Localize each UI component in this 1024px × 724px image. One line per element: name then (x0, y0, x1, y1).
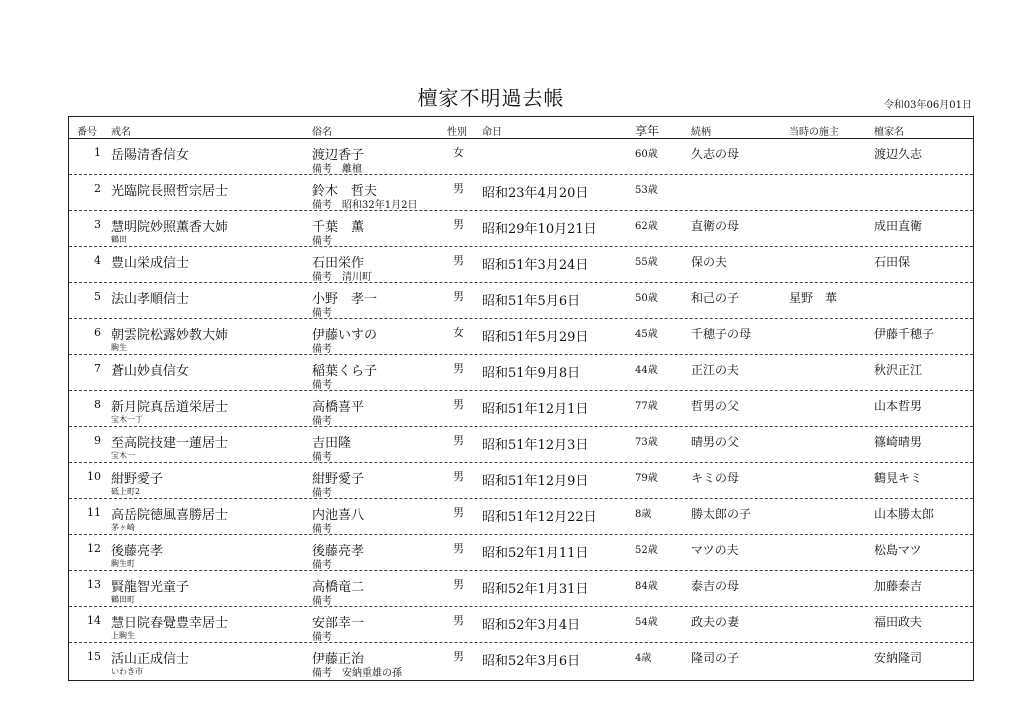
row-number: 10 (87, 470, 101, 483)
table-row (69, 283, 973, 319)
age: 45歳 (635, 329, 658, 340)
kaimyo-location: 砥上町2 (111, 487, 141, 496)
header-num: 番号 (77, 127, 97, 138)
row-number: 6 (94, 326, 101, 339)
sex: 男 (453, 470, 464, 483)
biko-note: 備考 安納重雄の孫 (312, 668, 402, 679)
meinichi: 昭和52年3月6日 (482, 654, 581, 669)
danka-name: 成田直衛 (874, 219, 923, 233)
kaimyo: 蒼山妙貞信女 (111, 364, 190, 379)
relation: マツの夫 (691, 543, 739, 557)
danka-name: 加藤泰吉 (874, 579, 923, 593)
danka-name: 安納隆司 (874, 651, 923, 665)
relation: 晴男の父 (691, 435, 740, 449)
registry-table (68, 116, 974, 681)
zokumyo: 鈴木 哲夫 (312, 184, 378, 199)
zokumyo: 高橋喜平 (312, 400, 365, 415)
biko-note: 備考 (312, 560, 332, 571)
row-number: 13 (87, 578, 101, 591)
header-age: 享年 (635, 124, 660, 138)
header-sex: 性別 (447, 127, 467, 138)
table-row (69, 463, 973, 499)
sex: 男 (453, 434, 464, 447)
kaimyo: 紺野愛子 (111, 472, 164, 487)
table-row (69, 535, 973, 571)
zokumyo: 石田栄作 (312, 256, 365, 271)
danka-name: 篠崎晴男 (874, 435, 923, 449)
zokumyo: 内池喜八 (312, 508, 365, 523)
sex: 男 (453, 218, 464, 231)
danka-name: 松島マツ (874, 543, 922, 557)
sex: 男 (453, 614, 464, 627)
row-number: 1 (94, 146, 101, 159)
table-row (69, 355, 973, 391)
kaimyo: 至高院技建一蓮居士 (111, 436, 229, 451)
biko-note: 備考 (312, 344, 332, 355)
kaimyo-location: 駒生 (111, 343, 127, 352)
row-number: 2 (94, 182, 101, 195)
table-row (69, 427, 973, 463)
row-number: 15 (87, 650, 101, 663)
meinichi: 昭和52年3月4日 (482, 618, 581, 633)
meinichi: 昭和51年5月6日 (482, 294, 581, 309)
biko-note: 備考 (312, 236, 332, 247)
danka-name: 鶴見キミ (874, 471, 923, 485)
relation: 哲男の父 (691, 399, 740, 413)
kaimyo: 豊山栄成信士 (111, 256, 190, 271)
header-zokumyo: 俗名 (312, 127, 332, 138)
table-row (69, 607, 973, 643)
kaimyo: 後藤亮孝 (111, 544, 164, 559)
meinichi: 昭和51年9月8日 (482, 366, 581, 381)
document-title: 檀家不明過去帳 (417, 86, 565, 110)
zokumyo: 紺野愛子 (312, 472, 365, 487)
zokumyo: 吉田隆 (312, 436, 352, 451)
meinichi: 昭和51年5月29日 (482, 330, 589, 345)
sex: 男 (453, 290, 464, 303)
sex: 女 (453, 146, 464, 159)
zokumyo: 後藤亮孝 (312, 544, 365, 559)
kaimyo: 新月院真岳道栄居士 (111, 400, 229, 415)
relation: 直衛の母 (691, 219, 740, 233)
danka-name: 山本勝太郎 (874, 507, 935, 521)
kaimyo: 高岳院徳風喜勝居士 (111, 508, 229, 523)
age: 44歳 (635, 365, 658, 376)
biko-note: 備考 離檀 (312, 164, 362, 175)
row-number: 11 (87, 506, 101, 519)
danka-name: 渡辺久志 (874, 147, 923, 161)
sex: 男 (453, 506, 464, 519)
kaimyo: 光臨院長照哲宗居士 (111, 184, 229, 199)
sex: 男 (453, 578, 464, 591)
danka-name: 石田保 (874, 255, 911, 269)
row-number: 4 (94, 254, 101, 267)
meinichi: 昭和29年10月21日 (482, 222, 597, 237)
meinichi: 昭和51年12月22日 (482, 510, 597, 525)
kaimyo: 慧明院妙照薫香大姉 (111, 220, 229, 235)
relation: 泰吉の母 (691, 579, 740, 593)
header-meinichi: 命日 (482, 127, 502, 138)
age: 8歳 (635, 509, 652, 520)
kaimyo-location: 上駒生 (111, 631, 135, 640)
seshu: 星野 華 (789, 291, 838, 305)
zokumyo: 安部幸一 (312, 616, 365, 631)
sex: 女 (453, 326, 464, 339)
age: 84歳 (635, 581, 658, 592)
relation: 勝太郎の子 (691, 507, 752, 521)
age: 79歳 (635, 473, 658, 484)
table-row (69, 571, 973, 607)
danka-name: 福田政夫 (874, 615, 923, 629)
zokumyo: 伊藤正治 (312, 652, 365, 667)
relation: 保の夫 (691, 255, 728, 269)
biko-note: 備考 (312, 596, 332, 607)
sex: 男 (453, 254, 464, 267)
zokumyo: 千葉 薫 (312, 220, 365, 235)
kaimyo: 賢龍智光童子 (111, 580, 190, 595)
biko-note: 備考 清川町 (312, 272, 372, 283)
meinichi: 昭和23年4月20日 (482, 186, 589, 201)
kaimyo-location: 鶴田 (111, 235, 127, 244)
kaimyo: 慧日院春覺豊幸居士 (111, 616, 229, 631)
table-row (69, 247, 973, 283)
kaimyo: 法山孝順信士 (111, 292, 190, 307)
header-relation: 続柄 (691, 127, 711, 138)
age: 60歳 (635, 149, 658, 160)
age: 52歳 (635, 545, 658, 556)
relation: 隆司の子 (691, 651, 740, 665)
kaimyo: 活山正成信士 (111, 652, 190, 667)
header-kaimyo: 戒名 (111, 127, 131, 138)
zokumyo: 小野 孝一 (312, 292, 378, 307)
row-number: 8 (94, 398, 101, 411)
row-number: 7 (94, 362, 101, 375)
sex: 男 (453, 398, 464, 411)
relation: 政夫の妻 (691, 615, 740, 629)
danka-name: 秋沢正江 (874, 363, 923, 377)
age: 55歳 (635, 257, 658, 268)
sex: 男 (453, 542, 464, 555)
age: 50歳 (635, 293, 658, 304)
sex: 男 (453, 182, 464, 195)
biko-note: 備考 (312, 524, 332, 535)
zokumyo: 渡辺香子 (312, 148, 365, 163)
age: 53歳 (635, 185, 658, 196)
zokumyo: 伊藤いすの (312, 328, 378, 343)
biko-note: 備考 (312, 632, 332, 643)
relation: 正江の夫 (691, 363, 740, 377)
kaimyo-location: いわき市 (111, 667, 143, 676)
biko-note: 備考 (312, 488, 332, 499)
biko-note: 備考 (312, 308, 332, 319)
meinichi: 昭和51年12月9日 (482, 474, 589, 489)
table-header (69, 117, 973, 139)
table-row (69, 499, 973, 535)
age: 77歳 (635, 401, 658, 412)
age: 73歳 (635, 437, 658, 448)
meinichi: 昭和52年1月11日 (482, 546, 589, 561)
zokumyo: 高橋竜二 (312, 580, 365, 595)
relation: 久志の母 (691, 147, 740, 161)
biko-note: 備考 (312, 380, 332, 391)
meinichi: 昭和51年12月1日 (482, 402, 589, 417)
age: 54歳 (635, 617, 658, 628)
row-number: 3 (94, 218, 101, 231)
relation: 千穂子の母 (691, 327, 752, 341)
biko-note: 備考 (312, 416, 332, 427)
header-seshu: 当時の施主 (789, 127, 839, 138)
table-row (69, 319, 973, 355)
table-row (69, 391, 973, 427)
row-number: 14 (87, 614, 101, 627)
row-number: 12 (87, 542, 101, 555)
kaimyo: 朝雲院松露妙教大姉 (111, 328, 229, 343)
relation: キミの母 (691, 471, 740, 485)
document-date: 令和03年06月01日 (883, 100, 972, 111)
age: 62歳 (635, 221, 658, 232)
row-number: 5 (94, 290, 101, 303)
kaimyo-location: 宝木一 (111, 451, 135, 460)
header-danka: 檀家名 (874, 127, 904, 138)
table-row (69, 139, 973, 175)
relation: 和己の子 (691, 291, 740, 305)
meinichi: 昭和51年12月3日 (482, 438, 589, 453)
kaimyo-location: 茅ヶ崎 (111, 523, 135, 532)
meinichi: 昭和52年1月31日 (482, 582, 589, 597)
biko-note: 備考 昭和32年1月2日 (312, 200, 418, 211)
sex: 男 (453, 650, 464, 663)
kaimyo-location: 宝木一丁 (111, 415, 143, 424)
danka-name: 山本哲男 (874, 399, 923, 413)
table-row (69, 211, 973, 247)
zokumyo: 稲葉くら子 (312, 364, 378, 379)
sex: 男 (453, 362, 464, 375)
danka-name: 伊藤千穂子 (874, 327, 935, 341)
table-row (69, 175, 973, 211)
kaimyo-location: 鶴田町 (111, 595, 135, 604)
kaimyo-location: 駒生町 (111, 559, 135, 568)
meinichi: 昭和51年3月24日 (482, 258, 589, 273)
kaimyo: 岳陽清香信女 (111, 148, 190, 163)
biko-note: 備考 (312, 452, 332, 463)
age: 4歳 (635, 653, 652, 664)
table-row (69, 643, 973, 679)
row-number: 9 (94, 434, 101, 447)
